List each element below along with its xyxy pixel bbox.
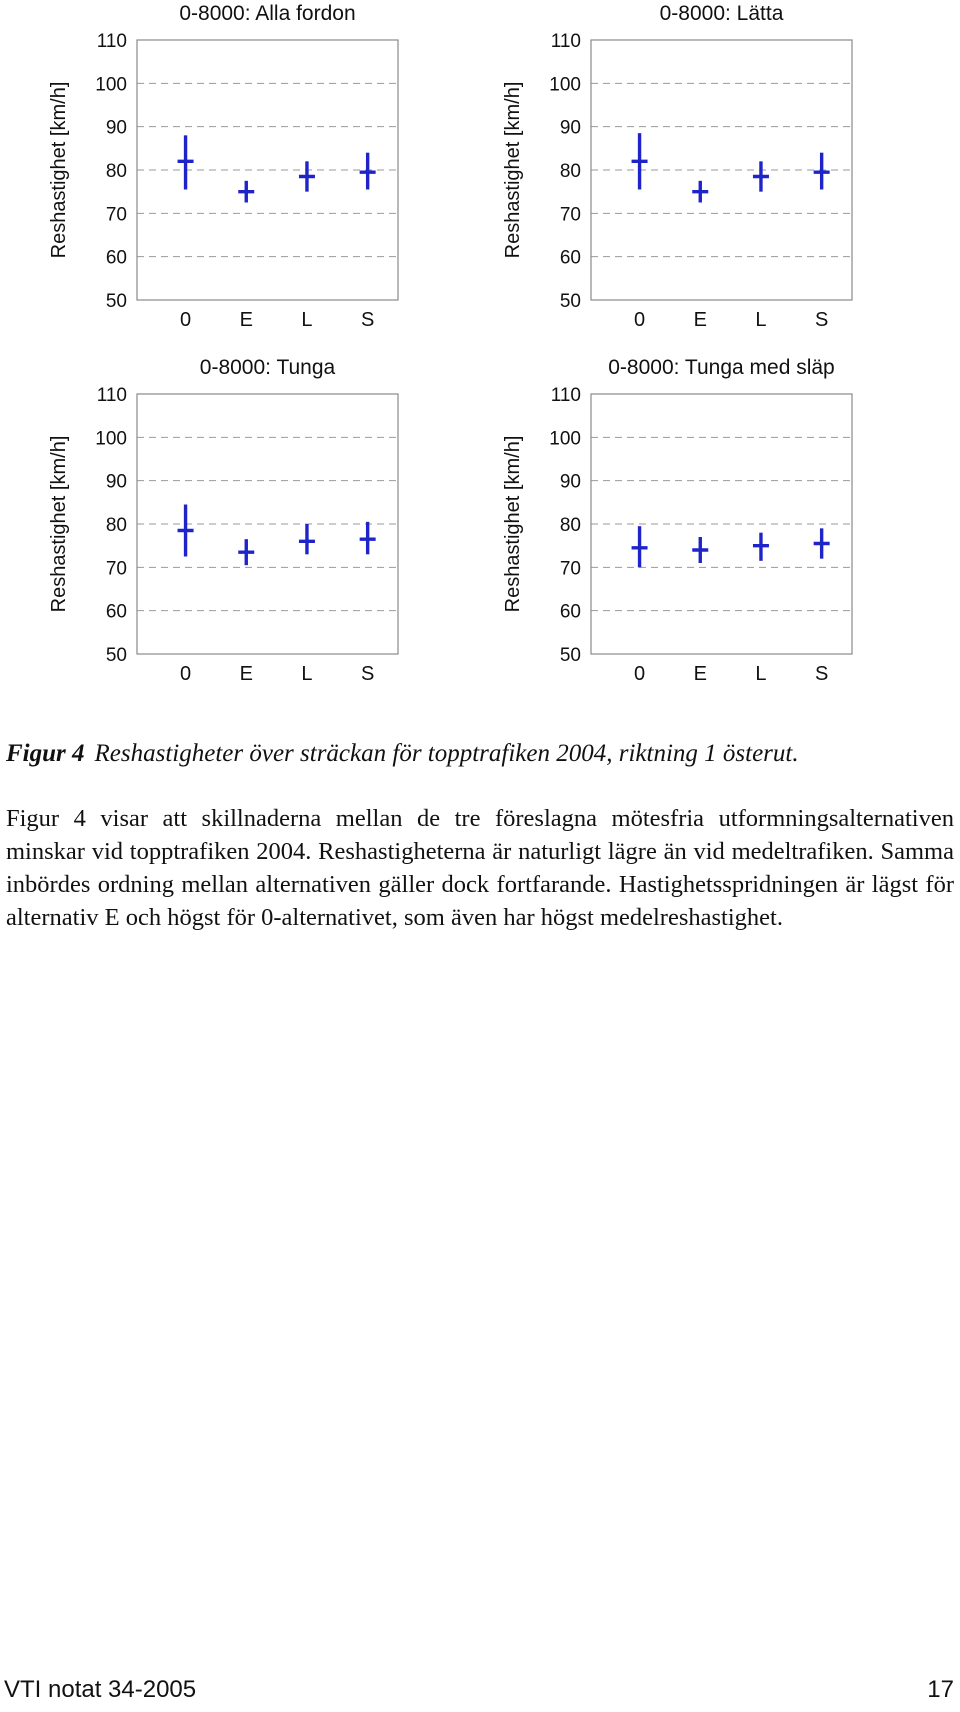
chart-3-xtick-label: 0	[179, 663, 192, 685]
chart-1-xtick-label: S	[360, 309, 375, 331]
figure-charts	[0, 0, 960, 720]
chart-3-ytick-label: 110	[96, 385, 127, 406]
chart-1-ytick-label: 90	[105, 117, 127, 139]
chart-3-ytick-label: 100	[95, 428, 127, 450]
body-paragraph	[6, 802, 954, 934]
chart-3-ytick-label: 60	[105, 601, 127, 623]
chart-3-ylabel: Reshastighet [km/h]	[48, 435, 70, 613]
chart-3-title: 0-8000: Tunga	[199, 356, 336, 379]
footer-page-number: 17	[927, 1676, 954, 1703]
chart-1-ytick-label: 60	[105, 247, 127, 269]
chart-2-ytick-label: 90	[559, 117, 581, 139]
chart-3-ytick-label: 80	[105, 515, 127, 536]
chart-2-xtick-label: L	[755, 309, 767, 331]
chart-1-ytick-label: 50	[105, 291, 127, 312]
chart-1-xtick-label: E	[239, 309, 253, 331]
chart-2-ytick-label: 100	[549, 74, 581, 96]
chart-4-ytick-label: 50	[559, 645, 581, 666]
chart-1-title: 0-8000: Alla fordon	[179, 2, 356, 25]
chart-1-xtick-label: 0	[179, 309, 192, 331]
chart-3-xtick-label: E	[239, 663, 253, 685]
chart-4-ytick-label: 60	[559, 601, 581, 623]
chart-4-xtick-label: E	[693, 663, 707, 685]
chart-2-ytick-label: 110	[550, 31, 581, 52]
chart-3-xtick-label: S	[360, 663, 375, 685]
chart-4-ytick-label: 110	[550, 385, 581, 406]
chart-1-ytick-label: 80	[105, 161, 127, 182]
chart-3-xtick-label: L	[301, 663, 313, 685]
chart-2-ytick-label: 70	[559, 204, 581, 226]
chart-2-xtick-label: S	[814, 309, 829, 331]
chart-4-ytick-label: 70	[559, 558, 581, 580]
chart-3-ytick-label: 70	[105, 558, 127, 580]
chart-2-ytick-label: 50	[559, 291, 581, 312]
chart-3-ytick-label: 90	[105, 471, 127, 493]
footer-publication: VTI notat 34-2005	[4, 1676, 197, 1703]
chart-4-title: 0-8000: Tunga med släp	[608, 356, 835, 379]
chart-1-ytick-label: 100	[95, 74, 127, 96]
chart-4-xtick-label: S	[814, 663, 829, 685]
chart-4-ylabel: Reshastighet [km/h]	[502, 435, 524, 613]
caption-text: Reshastigheter över sträckan för topptrafiken 2004, riktning 1 österut.	[94, 740, 799, 767]
chart-4-ytick-label: 80	[559, 515, 581, 536]
chart-2-ylabel: Reshastighet [km/h]	[502, 81, 524, 259]
chart-2-ytick-label: 80	[559, 161, 581, 182]
chart-4-xtick-label: L	[755, 663, 767, 685]
chart-2-title: 0-8000: Lätta	[659, 2, 784, 25]
paragraph-text: Figur 4 visar att skillnaderna mellan de tre föreslagna mötesfria utformningsalternativen minskar vid topptrafiken 2004. Reshastigheterna är naturligt lägre än vid medeltrafiken. Samma inbördes ordning mellan alternativen gäller dock fortfarande. Hastighetsspridningen är lägst för alternativ E och högst för 0-alternativet, som även har högst medelreshastighet.	[6, 805, 954, 931]
chart-1-ytick-label: 70	[105, 204, 127, 226]
chart-4-ytick-label: 90	[559, 471, 581, 493]
chart-2-xtick-label: 0	[633, 309, 646, 331]
chart-1-xtick-label: L	[301, 309, 313, 331]
chart-4-xtick-label: 0	[633, 663, 646, 685]
chart-1-ytick-label: 110	[96, 31, 127, 52]
chart-1-ylabel: Reshastighet [km/h]	[48, 81, 70, 259]
chart-2-xtick-label: E	[693, 309, 707, 331]
chart-2-ytick-label: 60	[559, 247, 581, 269]
figure-caption	[6, 738, 946, 770]
chart-4-ytick-label: 100	[549, 428, 581, 450]
chart-3-ytick-label: 50	[105, 645, 127, 666]
caption-label: Figur 4	[6, 740, 85, 767]
